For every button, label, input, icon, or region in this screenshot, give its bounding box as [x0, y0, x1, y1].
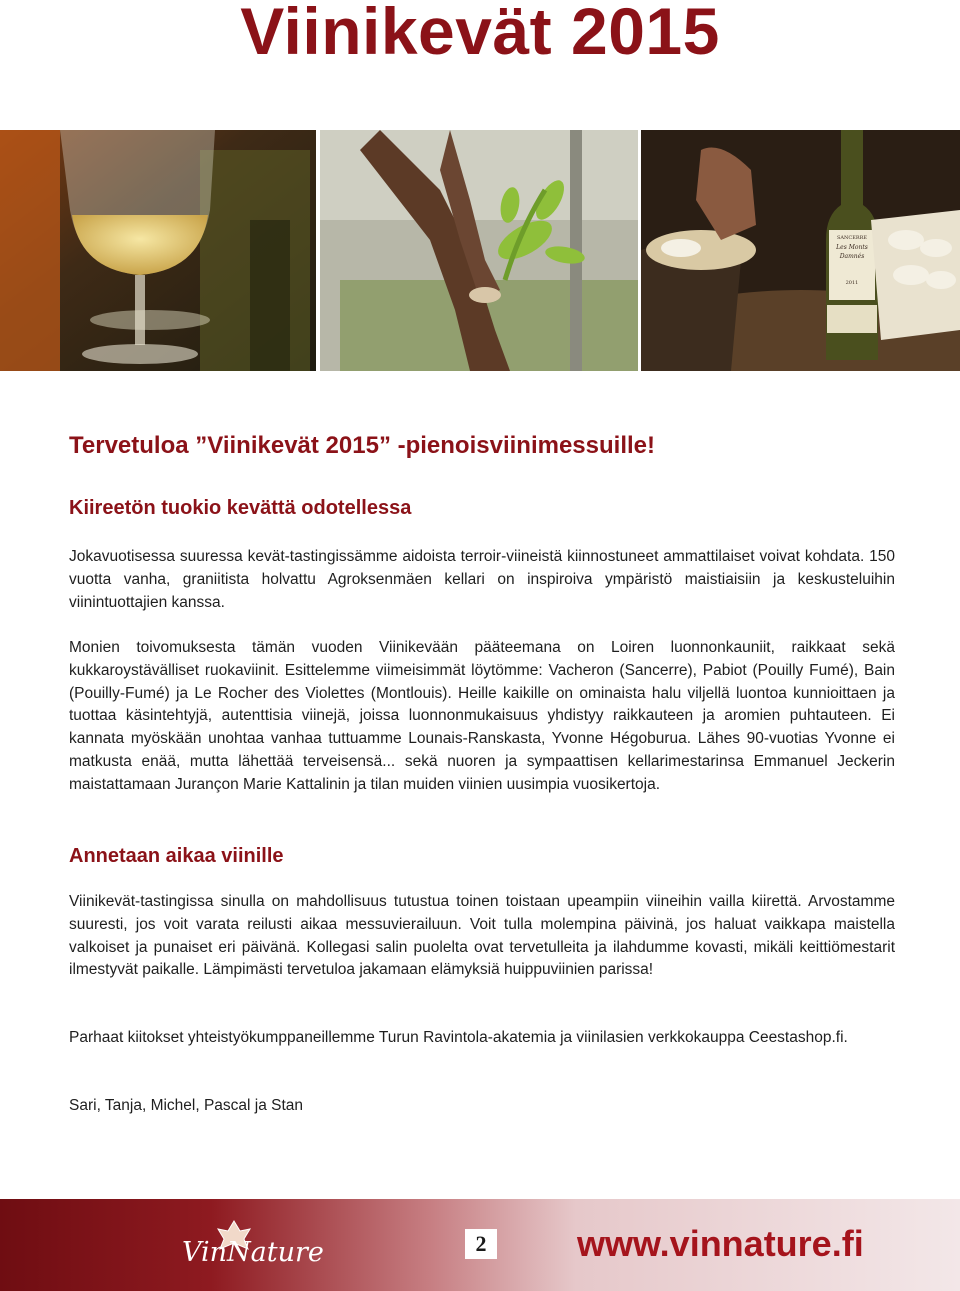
bottle-label-vintage: 2011 — [845, 280, 859, 286]
section-heading-annetaan: Annetaan aikaa viinille — [69, 845, 284, 867]
section-heading-kiireeton: Kiireetön tuokio kevättä odotellessa — [69, 497, 412, 519]
photo-strip — [0, 130, 960, 371]
wine-glass-photo — [0, 130, 316, 371]
vinnature-logo — [178, 1219, 328, 1275]
grapevine-bud-photo — [320, 130, 638, 371]
page-title: Viinikevät 2015 — [240, 0, 720, 68]
paragraph-intro: Jokavuotisessa suuressa kevät-tastingissämme aidoista terroir-viineistä kiinnostuneet ammattilaiset voivat kohdata. 150 vuotta vanha, graniitista holvattu Agroksenmäen kellari on inspiroiva ympäristö maistiaisiin ja keskusteluihin viinintuottajien kanssa. — [69, 548, 895, 611]
paragraph-tasting: Viinikevät-tastingissa sinulla on mahdollisuus tutustua toinen toistaan upeampiin viineihin vailla kiirettä. Arvostamme suuresti, jos voit varata reilusti aikaa messuvierailuun. Voit tulla molempina päivinä, jos haluat vaikkapa maistella valkoiset ja punaiset eri päivänä. Kollegasi salin puolelta ovat tervetulleita ja ilahdumme kovasti, mikäli keittiömestarit ilmestyvät paikalle. Lämpimästi tervetuloa jakamaan elämyksiä huippuviinien parissa! — [69, 893, 895, 979]
website-link[interactable]: www.vinnature.fi — [577, 1223, 864, 1264]
welcome-heading: Tervetuloa ”Viinikevät 2015” -pienoisviinimessuille! — [69, 432, 656, 459]
logo-text: VinNature — [182, 1237, 324, 1268]
paragraph-thanks: Parhaat kiitokset yhteistyökumppaneillemme Turun Ravintola-akatemia ja viinilasien verkkokauppa Ceestashop.fi. — [69, 1029, 848, 1046]
bottle-label — [829, 234, 875, 288]
paragraph-signature: Sari, Tanja, Michel, Pascal ja Stan — [69, 1097, 304, 1114]
footer-band — [0, 1199, 960, 1291]
page-number: 2 — [465, 1229, 497, 1259]
paragraph-loire-theme: Monien toivomuksesta tämän vuoden Viinikevään pääteemana on Loiren luonnonkauniit, raikkaat sekä kukkaroystävälliset ruokaviinit. Esittelemme viimeisimmät löytömme: Vacheron (Sancerre), Pabiot (Pouilly Fumé), Bain (Pouilly-Fumé) ja Le Rocher des Violettes (Montlouis). Heille kaikille on ominaista halu viljellä luontoa kunnioittaen ja tuottaa käsintehtyjä, autenttisia viinejä, joissa luonnonmukaisuus yhdistyy raikkauteen ja aromien puhtauteen. Ei kannata myöskään unohtaa vanhaa tuttuamme Lounais-Ranskasta, Yvonne Hégoburua. Lähes 90-vuotias Yvonne ei matkusta enää, mutta lähettää terveisensä... sekä nuoren ja sympaattisen kellarimestarinsa Emmanuel Jeckerin maistattamaan Jurançon Marie Kattalinin ja tilan muiden viinien uusimpia vuosikertoja. — [69, 639, 895, 793]
bottle-label-name: Les Monts Damnés — [836, 244, 868, 260]
sancerre-bottle-cheese-photo — [641, 130, 960, 371]
bottle-label-appellation: SANCERRE — [836, 235, 868, 241]
